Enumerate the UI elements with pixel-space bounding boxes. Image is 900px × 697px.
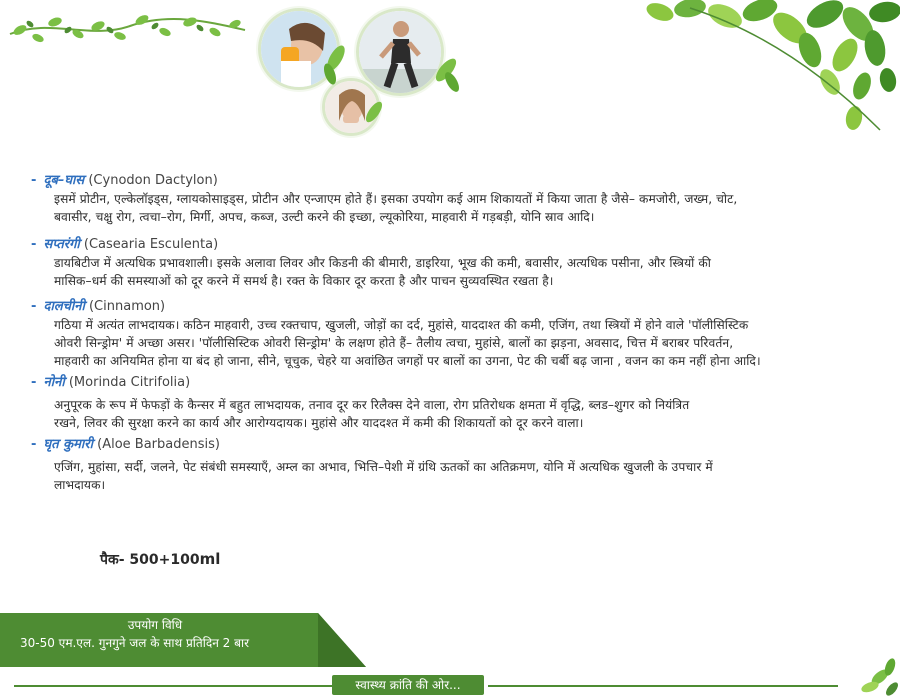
usage-instructions: 30-50 एम.एल. गुनगुने जल के साथ प्रतिदिन 2 बार	[20, 636, 249, 650]
herb-heading	[31, 234, 218, 252]
herb-description-line: गठिया में अत्यंत लाभदायक। कठिन माहवारी, उच्च रक्तचाप, खुजली, जोड़ों का दर्द, मुहांसे, याददाश्त की कमी, एजिंग, तथा स्त्रियों में होने वाले 'पॉलीसिस्टिक	[54, 318, 749, 332]
vine-decoration-icon	[0, 0, 250, 50]
herb-latin-name: (Casearia Esculenta)	[83, 237, 219, 252]
pack-size	[100, 550, 220, 569]
footer-tagline: स्वास्थ्य क्रांति की ओर...	[332, 675, 484, 695]
herb-description-line: अनुपूरक के रूप में फेफड़ों के कैन्सर में बहुत लाभदायक, तनाव दूर कर रिलैक्स देने वाला, रोग प्रतिरोधक क्षमता में वृद्धि, ब्लड–शुगर को नियंत्रित	[54, 398, 690, 412]
herb-description-line: मासिक–धर्म की समस्याओं को दूर करने में समर्थ है। रक्त के विकार दूर करता है और पाचन सुव्यवस्थित रखता है।	[54, 274, 554, 288]
herb-heading	[31, 434, 220, 452]
leaf-sprig-icon	[360, 96, 390, 136]
herb-description-line: ओवरी सिन्ड्रोम' में अच्छा असर। 'पॉलीसिस्टिक ओवरी सिन्ड्रोम' के लक्षण होते हैं– तैलीय त्वचा, मुहांसे, बालों का झड़ना, अवसाद, चित्त में बराबर परिवर्तन,	[54, 336, 734, 350]
herb-description-line: रखने, लिवर की सुरक्षा करने का कार्य और आरोग्यदायक। मुहांसे और याददश्त में कमी की शिकायतों को दूर करने वाला।	[54, 416, 584, 430]
pack-plus: +100	[158, 552, 200, 568]
bullet-dash: -	[31, 437, 37, 452]
herb-hindi-name: दूब–घास	[43, 173, 85, 188]
herb-heading	[31, 372, 190, 390]
herb-latin-name: (Cynodon Dactylon)	[88, 173, 218, 188]
herb-heading	[31, 296, 165, 314]
bullet-dash: -	[31, 299, 37, 314]
herb-hindi-name: घृत कुमारी	[43, 437, 93, 452]
herb-latin-name: (Aloe Barbadensis)	[97, 437, 220, 452]
leaf-cluster-icon	[840, 637, 900, 697]
leaf-cluster-icon	[630, 0, 900, 140]
bullet-dash: -	[31, 173, 37, 188]
bullet-dash: -	[31, 237, 37, 252]
herb-description-line: बवासीर, चक्षु रोग, त्वचा–रोग, मिर्गी, अपच, कब्ज, उल्टी करने की इच्छा, ल्यूकोरिया, माहवारी में गड़बड़ी, योनि स्राव आदि।	[54, 210, 595, 224]
footer-divider	[488, 685, 838, 687]
bullet-dash: -	[31, 375, 37, 390]
footer-divider	[14, 685, 332, 687]
pack-unit: ml	[199, 550, 221, 568]
herb-description-line: लाभदायक।	[54, 478, 106, 492]
pack-label: पैक- 500	[100, 552, 159, 568]
herb-latin-name: (Cinnamon)	[88, 299, 166, 314]
herb-hindi-name: सप्तरंगी	[43, 237, 80, 252]
herb-latin-name: (Morinda Citrifolia)	[68, 375, 191, 390]
herb-description-line: डायबिटीज में अत्यधिक प्रभावशाली। इसके अलावा लिवर और किडनी की बीमारी, डाइरिया, भूख की कमी, बवासीर, अत्यधिक पसीना, और स्त्रियों की	[54, 256, 711, 270]
leaf-sprig-icon	[428, 50, 468, 100]
leaf-sprig-icon	[316, 40, 356, 90]
herb-hindi-name: नोनी	[43, 375, 65, 390]
herb-description-line: इसमें प्रोटीन, एल्केलॉइड्स, ग्लायकोसाइड्स, प्रोटीन और एन्जाएम होते हैं। इसका उपयोग कई आम शिकायतों में किया जाता है जैसे– कमजोरी, जख्म, चोट,	[54, 192, 738, 206]
herb-description-line: एजिंग, मुहांसा, सर्दी, जलने, पेट संबंधी समस्याएँ, अम्ल का अभाव, भित्ति–पेशी में ग्रंथि ऊतकों का अतिक्रमण, योनि में अत्यधिक खुजली के उपचार में	[54, 460, 713, 474]
herb-hindi-name: दालचीनी	[43, 299, 85, 314]
usage-title: उपयोग विधि	[127, 618, 183, 632]
herb-description-line: माहवारी का अनियमित होना या बंद हो जाना, सीने, चूचुक, चेहरे या अवांछित जगहों पर बालों का उगना, पेट की चर्बी बढ़ जाना , वजन का कम नहीं होना आदि।	[54, 354, 761, 368]
herb-heading	[31, 170, 218, 188]
